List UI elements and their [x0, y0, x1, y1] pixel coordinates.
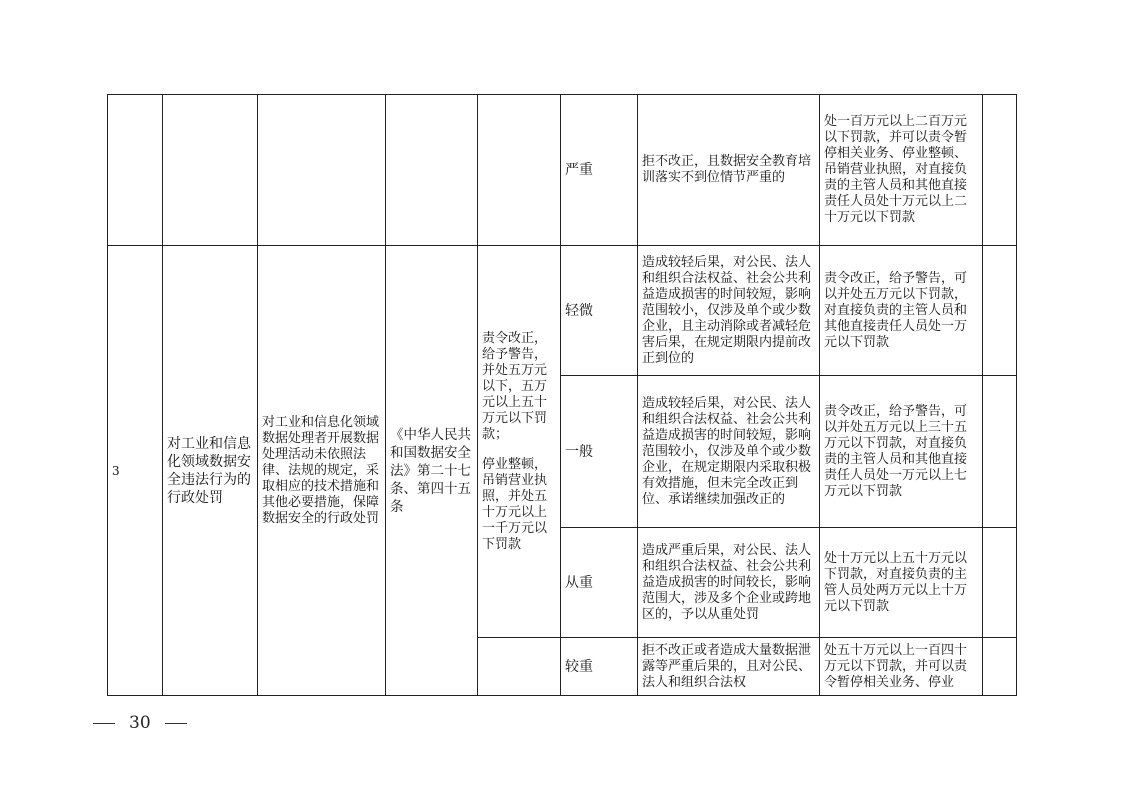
cell-penalty-range — [478, 246, 561, 638]
page-footer — [93, 713, 187, 733]
penalty-discretion-table — [107, 94, 1017, 696]
cell-level-minor: 轻微 — [561, 246, 638, 376]
cell-level: 严重 — [561, 95, 638, 246]
cell-basis-empty — [386, 95, 478, 246]
cell-penalty-serious: 处五十万元以上一百四十万元以下罚款，并可以责令暂停相关业务、停业 — [820, 638, 983, 696]
cell-condition-minor: 造成较轻后果，对公民、法人和组织合法权益、社会公共利益造成损害的时间较短，影响范围较小，仅涉及单个或少数企业，且主动消除或者减轻危害后果，在规定期限内提前改正到位的 — [638, 246, 820, 376]
cell-penalty-heavier: 处十万元以上五十万元以下罚款，对直接负责的主管人员处两万元以上十万元以下罚款 — [820, 528, 983, 638]
cell-item-empty — [163, 95, 258, 246]
footer-dash-left — [93, 723, 115, 724]
cell-penalty-minor: 责令改正，给予警告，可以并处五万元以下罚款，对直接负责的主管人员和其他直接责任人员处一万元以下罚款 — [820, 246, 983, 376]
cell-penalty: 处一百万元以上二百万元以下罚款，并可以责令暂停相关业务、停业整顿、吊销营业执照，对直接负责的主管人员和其他直接责任人员处十万元以上二十万元以下罚款 — [820, 95, 983, 246]
footer-dash-right — [165, 723, 187, 724]
cell-item: 对工业和信息化领域数据安全违法行为的行政处罚 — [163, 246, 258, 696]
cell-level-serious: 较重 — [561, 638, 638, 696]
penalty-range-part2: 停业整顿，吊销营业执照，并处五十万元以上一千万元以下罚款 — [482, 456, 548, 552]
cell-penalty-general: 责令改正，给予警告，可以并处五万元以上三十五万元以下罚款，对直接负责的主管人员和其他直接责任人员处一万元以上七万元以下罚款 — [820, 376, 983, 528]
cell-remark-minor — [983, 246, 1017, 376]
table-row-continued — [108, 95, 1017, 246]
cell-level-heavier: 从重 — [561, 528, 638, 638]
cell-remark-empty — [983, 95, 1017, 246]
cell-condition-heavier: 造成严重后果，对公民、法人和组织合法权益、社会公共利益造成损害的时间较长，影响范围大，涉及多个企业或跨地区的，予以从重处罚 — [638, 528, 820, 638]
cell-condition-serious: 拒不改正或者造成大量数据泄露等严重后果的，且对公民、法人和组织合法权 — [638, 638, 820, 696]
cell-basis: 《中华人民共和国数据安全法》第二十七条、第四十五条 — [386, 246, 478, 696]
cell-condition-general: 造成较轻后果，对公民、法人和组织合法权益、社会公共利益造成损害的时间较短，影响范围较小，仅涉及单个或少数企业，在规定期限内采取积极有效措施，但未完全改正到位、承诺继续加强改正的 — [638, 376, 820, 528]
cell-condition: 拒不改正，且数据安全教育培训落实不到位情节严重的 — [638, 95, 820, 246]
penalty-range-part1: 责令改正，给予警告，并处五万元以下，五万元以上五十万元以下罚款； — [482, 330, 548, 442]
cell-remark-general — [983, 376, 1017, 528]
cell-range-empty — [478, 95, 561, 246]
cell-remark-serious — [983, 638, 1017, 696]
cell-serial: 3 — [108, 246, 163, 696]
cell-range-continued-empty — [478, 638, 561, 696]
table-row-minor — [108, 246, 1017, 376]
cell-level-general: 一般 — [561, 376, 638, 528]
cell-serial-empty — [108, 95, 163, 246]
cell-remark-heavier — [983, 528, 1017, 638]
cell-description: 对工业和信息化领域数据处理者开展数据处理活动未依照法律、法规的规定，采取相应的技术措施和其他必要措施，保障数据安全的行政处罚 — [258, 246, 386, 696]
cell-description-empty — [258, 95, 386, 246]
page-number: 30 — [129, 713, 151, 733]
